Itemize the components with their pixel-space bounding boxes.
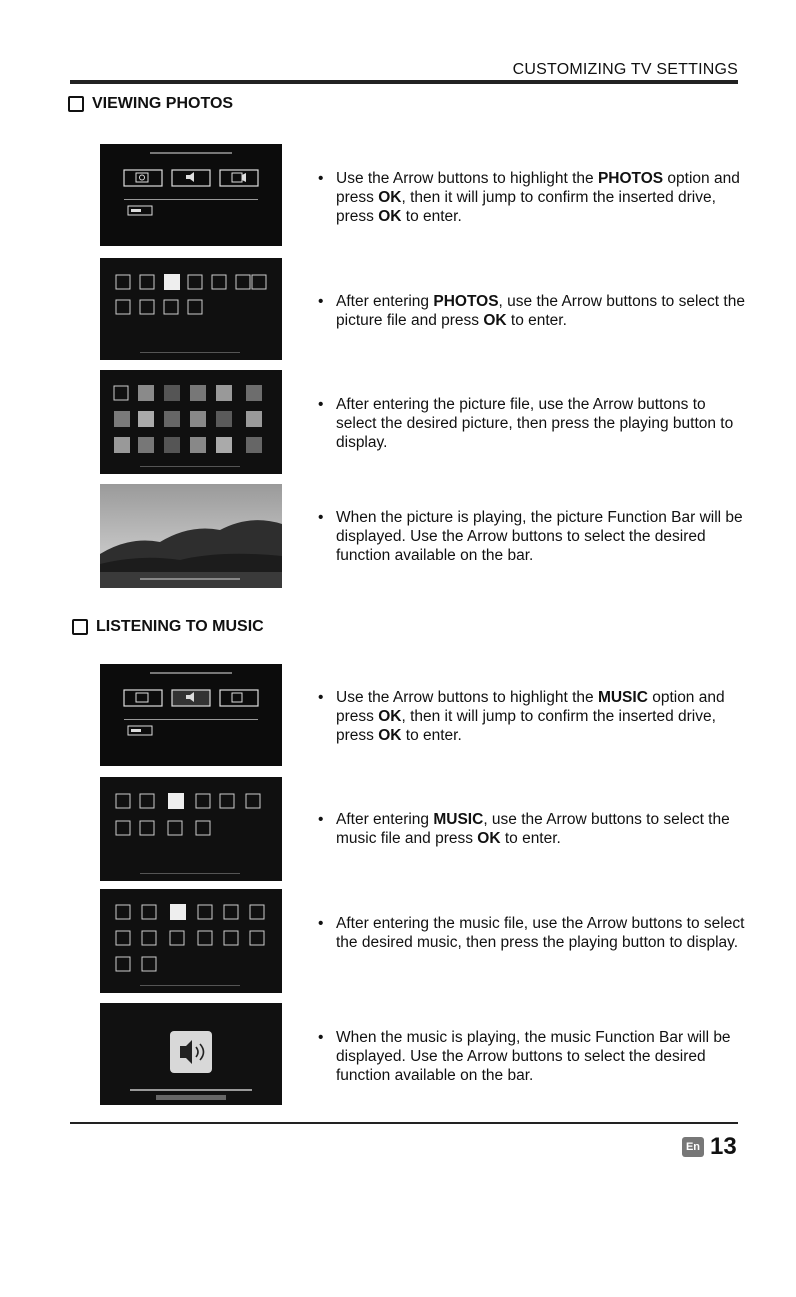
bullet-photos-step1: • Use the Arrow buttons to highlight the PHOTOS option and press OK, then it will jump to confirm the inserted drive, press OK to enter.	[318, 170, 740, 225]
checkbox-icon	[72, 619, 88, 635]
page-number: 13	[710, 1133, 737, 1160]
bullet-icon: •	[318, 170, 324, 187]
bullet-photos-step4: • When the picture is playing, the picture Function Bar will be displayed. Use the Arrow buttons to select the desired function available on the bar.	[318, 509, 743, 564]
header-rule	[70, 80, 738, 84]
bullet-icon: •	[318, 689, 324, 706]
footer-rule	[70, 1122, 738, 1124]
bullet-icon: •	[318, 811, 324, 828]
header-title: CUSTOMIZING TV SETTINGS	[512, 61, 738, 78]
section-heading-label: VIEWING PHOTOS	[92, 95, 234, 112]
section-heading-label: LISTENING TO MUSIC	[96, 618, 264, 635]
screenshot-music-playing	[100, 1003, 282, 1105]
bullet-icon: •	[318, 915, 324, 932]
screenshot-photos-folders	[100, 258, 282, 360]
screenshot-music-menu	[100, 664, 282, 766]
screenshot-music-files	[100, 889, 282, 993]
screenshot-photos-thumbnails	[100, 370, 282, 474]
screenshot-photos-menu	[100, 144, 282, 246]
bullet-icon: •	[318, 509, 324, 526]
bullet-photos-step2: • After entering PHOTOS, use the Arrow buttons to select the picture file and press OK to enter.	[318, 293, 745, 329]
language-badge: En	[682, 1137, 704, 1157]
bullet-music-step2: • After entering MUSIC, use the Arrow buttons to select the music file and press OK to enter.	[318, 811, 730, 847]
screenshot-photo-playing	[100, 484, 282, 588]
bullet-icon: •	[318, 1029, 324, 1046]
bullet-icon: •	[318, 396, 324, 413]
bullet-photos-step3: • After entering the picture file, use the Arrow buttons to select the desired picture, then press the playing button to display.	[318, 396, 734, 451]
section-heading-photos	[68, 95, 233, 113]
bullet-icon: •	[318, 293, 324, 310]
checkbox-icon	[68, 96, 84, 112]
bullet-music-step4: • When the music is playing, the music Function Bar will be displayed. Use the Arrow buttons to select the desired function available on the bar.	[318, 1029, 731, 1084]
bullet-music-step1: • Use the Arrow buttons to highlight the MUSIC option and press OK, then it will jump to confirm the inserted drive, press OK to enter.	[318, 689, 725, 744]
section-heading-music	[72, 618, 264, 636]
bullet-music-step3: • After entering the music file, use the Arrow buttons to select the desired music, then press the playing button to display.	[318, 915, 745, 951]
screenshot-music-folders	[100, 777, 282, 881]
